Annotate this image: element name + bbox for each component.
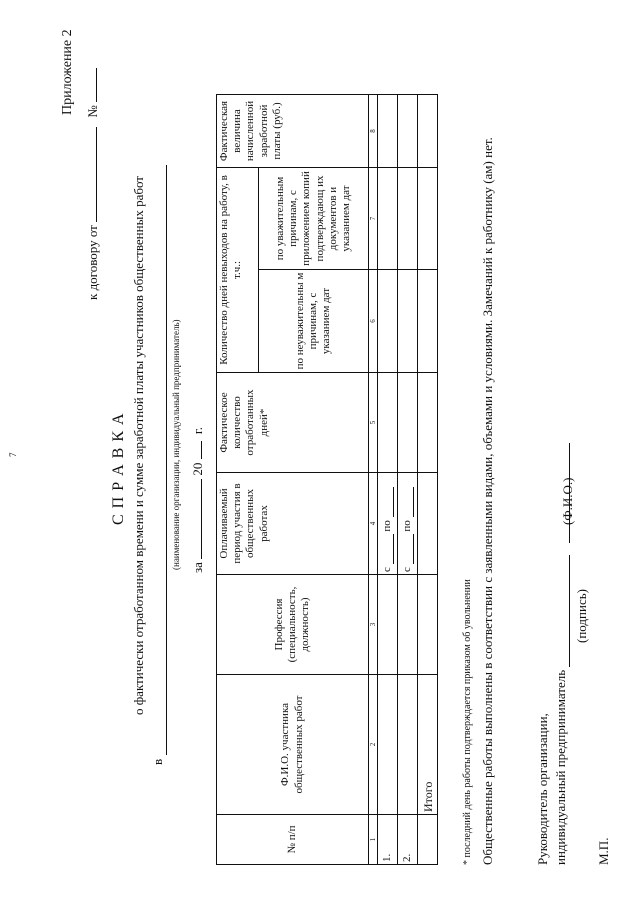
stamp-label: М.П.	[596, 837, 611, 865]
row-num: 2.	[398, 815, 418, 865]
cell-salary	[378, 94, 398, 167]
table-row	[398, 94, 418, 864]
col-number: 4	[369, 473, 378, 575]
work-report-table	[216, 94, 438, 865]
statement: Общественные работы выполнены в соответствии с заявленными видами, объемами и условиями. Замечаний к работнику (ам) нет.	[480, 137, 495, 865]
appendix-contract	[85, 68, 101, 300]
cell-name	[398, 675, 418, 815]
col-number: 2	[369, 675, 378, 815]
org-name-line	[166, 165, 167, 755]
cell-period	[398, 473, 418, 575]
col-number: 6	[369, 270, 378, 373]
footnote: * последний день работы подтверждается приказом об увольнении	[462, 579, 473, 865]
page-number: 7	[8, 452, 18, 457]
appendix-title: Приложение 2	[60, 29, 75, 115]
period-label: за	[190, 562, 205, 573]
number-sign: №	[85, 105, 100, 118]
header-salary: Фактическая величина начисленной заработной платы (руб.)	[217, 94, 369, 167]
row-num: 1.	[378, 815, 398, 865]
signature-line	[569, 555, 570, 667]
header-absence-group: Количество дней невыходов на работу, в т.ч.:	[217, 167, 259, 372]
header-absence-unexcused: по неуважительны м причинам, с указанием дат	[259, 270, 369, 373]
period-from: с	[401, 567, 414, 572]
total-row	[418, 94, 438, 864]
period-to: по	[381, 520, 394, 532]
cell-name	[378, 675, 398, 815]
year-suffix: г.	[190, 426, 205, 435]
table-row	[378, 94, 398, 864]
doc-title: С П Р А В К А	[110, 412, 127, 525]
fio-caption: (Ф.И.О.)	[560, 477, 575, 525]
col-number: 3	[369, 575, 378, 675]
period-from: с	[381, 567, 394, 572]
cell-excused	[398, 167, 418, 269]
col-number: 5	[369, 373, 378, 473]
col-number: 1	[369, 815, 378, 865]
header-days: Фактическое количество отработанных дней*	[217, 373, 369, 473]
cell-unexcused	[378, 270, 398, 373]
cell-days	[398, 373, 418, 473]
cell-period	[378, 473, 398, 575]
cell-profession	[378, 575, 398, 675]
header-absence-excused: по уважительным причинам, с приложением копий подтверждающ их документов и указанием дат	[259, 167, 369, 269]
header-name: Ф.И.О. участника общественных работ	[217, 675, 369, 815]
period-to: по	[401, 520, 414, 532]
total-label: Итого	[418, 675, 438, 815]
doc-subtitle: о фактически отработанном времени и сумме заработной платы участников общественных работ	[131, 176, 146, 715]
cell-profession	[398, 575, 418, 675]
year-prefix: 20	[190, 462, 205, 476]
col-number: 8	[369, 94, 378, 167]
header-period: Оплачиваемый период участия в общественных работах	[217, 473, 369, 575]
sign-caption: (подпись)	[574, 589, 589, 643]
contract-prefix: к договору от	[85, 225, 100, 300]
header-num: № п/п	[217, 815, 369, 865]
cell-days	[378, 373, 398, 473]
signer-role-line1: Руководитель организации,	[535, 713, 550, 865]
in-label: в	[150, 758, 165, 765]
header-profession: Профессия (специальность, должность)	[217, 575, 369, 675]
cell-excused	[378, 167, 398, 269]
signer-role-line2: индивидуальный предприниматель	[553, 669, 568, 865]
col-number: 7	[369, 167, 378, 269]
org-caption: (наименование организации, индивидуальный предприниматель)	[171, 319, 181, 570]
cell-salary	[398, 94, 418, 167]
period-row	[190, 427, 206, 573]
cell-unexcused	[398, 270, 418, 373]
